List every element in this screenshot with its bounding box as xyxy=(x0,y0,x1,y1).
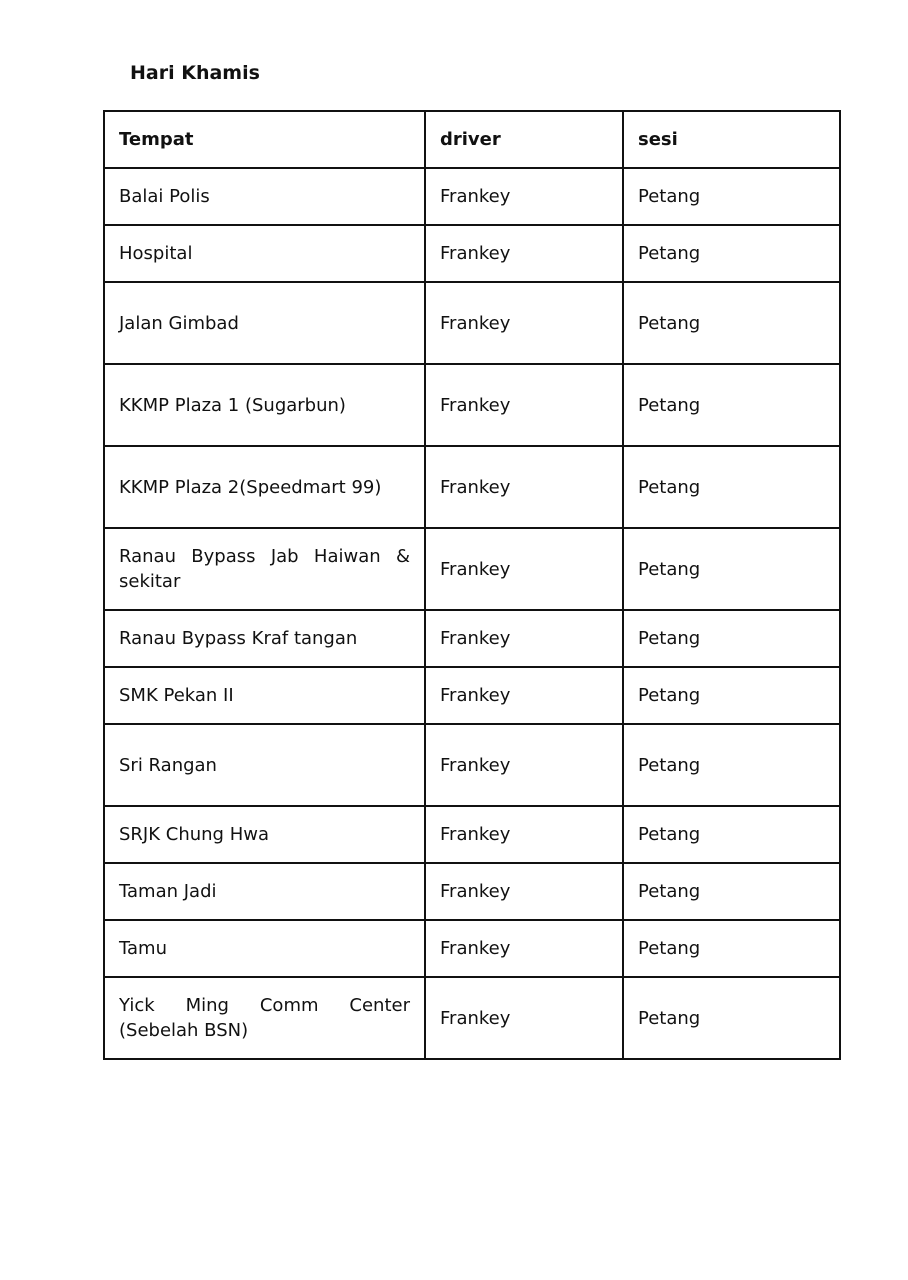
cell-driver: Frankey xyxy=(425,168,623,225)
table-row xyxy=(104,667,840,724)
table-row xyxy=(104,724,840,806)
table-row xyxy=(104,863,840,920)
cell-tempat: KKMP Plaza 1 (Sugarbun) xyxy=(104,364,425,446)
table-row xyxy=(104,364,840,446)
table-row xyxy=(104,610,840,667)
cell-driver: Frankey xyxy=(425,863,623,920)
cell-sesi: Petang xyxy=(623,977,840,1059)
cell-sesi: Petang xyxy=(623,920,840,977)
cell-sesi: Petang xyxy=(623,863,840,920)
cell-tempat: Balai Polis xyxy=(104,168,425,225)
cell-driver: Frankey xyxy=(425,364,623,446)
header-tempat: Tempat xyxy=(104,111,425,168)
cell-tempat: Ranau Bypass Jab Haiwan & sekitar xyxy=(104,528,425,610)
cell-driver: Frankey xyxy=(425,724,623,806)
cell-sesi: Petang xyxy=(623,667,840,724)
page-title: Hari Khamis xyxy=(130,62,260,84)
cell-driver: Frankey xyxy=(425,446,623,528)
cell-sesi: Petang xyxy=(623,446,840,528)
cell-driver: Frankey xyxy=(425,225,623,282)
cell-tempat: SRJK Chung Hwa xyxy=(104,806,425,863)
header-driver: driver xyxy=(425,111,623,168)
cell-driver: Frankey xyxy=(425,920,623,977)
cell-sesi: Petang xyxy=(623,610,840,667)
schedule-table xyxy=(103,110,841,1060)
cell-driver: Frankey xyxy=(425,282,623,364)
cell-tempat: Ranau Bypass Kraf tangan xyxy=(104,610,425,667)
table-header-row xyxy=(104,111,840,168)
table-row xyxy=(104,977,840,1059)
table-row xyxy=(104,806,840,863)
cell-sesi: Petang xyxy=(623,528,840,610)
cell-sesi: Petang xyxy=(623,282,840,364)
table-row xyxy=(104,168,840,225)
table-row xyxy=(104,446,840,528)
table-row xyxy=(104,225,840,282)
cell-sesi: Petang xyxy=(623,806,840,863)
cell-tempat: Tamu xyxy=(104,920,425,977)
header-sesi: sesi xyxy=(623,111,840,168)
cell-driver: Frankey xyxy=(425,610,623,667)
table-row xyxy=(104,528,840,610)
cell-driver: Frankey xyxy=(425,667,623,724)
cell-sesi: Petang xyxy=(623,724,840,806)
cell-tempat: Taman Jadi xyxy=(104,863,425,920)
cell-tempat: Hospital xyxy=(104,225,425,282)
cell-tempat: Jalan Gimbad xyxy=(104,282,425,364)
cell-tempat: KKMP Plaza 2(Speedmart 99) xyxy=(104,446,425,528)
cell-tempat: Sri Rangan xyxy=(104,724,425,806)
cell-tempat: Yick Ming Comm Center (Sebelah BSN) xyxy=(104,977,425,1059)
table-row xyxy=(104,920,840,977)
cell-driver: Frankey xyxy=(425,806,623,863)
cell-sesi: Petang xyxy=(623,225,840,282)
cell-tempat: SMK Pekan II xyxy=(104,667,425,724)
cell-driver: Frankey xyxy=(425,977,623,1059)
cell-sesi: Petang xyxy=(623,364,840,446)
cell-sesi: Petang xyxy=(623,168,840,225)
cell-driver: Frankey xyxy=(425,528,623,610)
table-row xyxy=(104,282,840,364)
